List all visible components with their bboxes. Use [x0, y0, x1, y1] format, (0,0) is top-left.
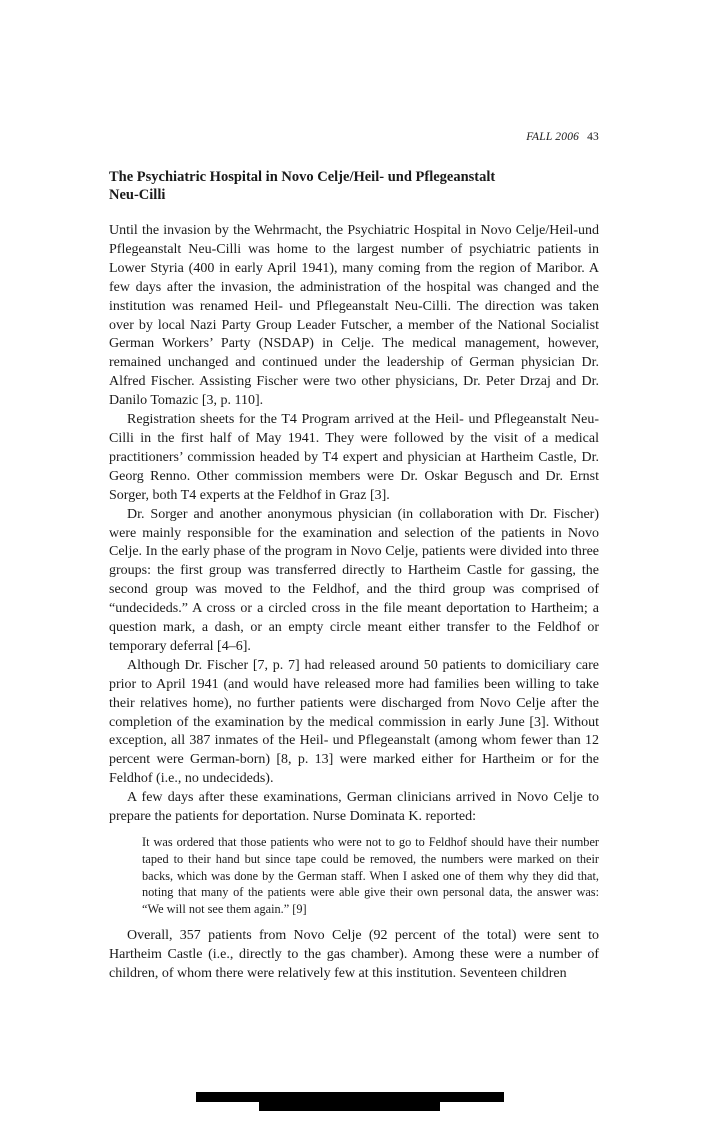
paragraph-2: Registration sheets for the T4 Program arrived at the Heil- und Pflegeanstalt Neu-Cilli in the first half of May 1941. They were followed by the visit of a medical practitioners’ commission headed by T4 expert and physician at Hartheim Castle, Dr. Georg Renno. Other commission members were Dr. Oskar Begusch and Dr. Ernst Sorger, both T4 experts at the Feldhof in Graz [3].	[109, 412, 599, 503]
article-body	[109, 168, 599, 984]
block-quote: It was ordered that those patients who were not to go to Feldhof should have their number taped to their hand but since tape could be removed, the numbers were marked on their backs, which was done by the German staff. When I asked one of them why they did that, noting that many of the patients were able give their own personal data, the answer was: “We will not see them again.” [9]	[142, 835, 599, 917]
page-number: 43	[587, 131, 599, 143]
section-title-line-2: Neu-Cilli	[109, 187, 166, 203]
running-head	[526, 131, 599, 143]
section-title-line-1: The Psychiatric Hospital in Novo Celje/Heil- und Pflegeanstalt	[109, 169, 496, 185]
journal-issue: FALL 2006	[526, 131, 580, 143]
paragraph-4: Although Dr. Fischer [7, p. 7] had released around 50 patients to domiciliary care prior to April 1941 (and would have released more had families been willing to take their relatives home), no further patients were discharged from Novo Celje after the completion of the examination by the medical commission in early June [3]. Without exception, all 387 inmates of the Heil- und Pflegeanstalt (among whom fewer than 12 percent were German-born) [8, p. 13] were marked either for Hartheim or for the Feldhof (i.e., no undecideds).	[109, 657, 599, 787]
section-title	[109, 168, 599, 204]
closing-paragraph: Overall, 357 patients from Novo Celje (92 percent of the total) were sent to Hartheim Castle (i.e., directly to the gas chamber). Among these were a number of children, of whom there were relatively few at this institution. Seventeen children	[109, 927, 599, 981]
paragraph-5: A few days after these examinations, German clinicians arrived in Novo Celje to prepare the patients for deportation. Nurse Dominata K. reported:	[109, 790, 599, 825]
paragraph-1: Until the invasion by the Wehrmacht, the Psychiatric Hospital in Novo Celje/Heil-und Pflegeanstalt Neu-Cilli was home to the largest number of psychiatric patients in Lower Styria (400 in early April 1941), many coming from the region of Maribor. A few days after the invasion, the administration of the hospital was changed and the institution was renamed Heil- und Pflegeanstalt Neu-Cilli. The direction was taken over by local Nazi Party Group Leader Futscher, a member of the National Socialist German Workers’ Party (NSDAP) in Celje. The medical management, however, remained unchanged and continued under the leadership of German physician Dr. Alfred Fischer. Assisting Fischer were two other physicians, Dr. Peter Drzaj and Dr. Danilo Tomazic [3, p. 110].	[109, 223, 599, 409]
paragraph-3: Dr. Sorger and another anonymous physician (in collaboration with Dr. Fischer) were mainly responsible for the examination and selection of the patients in Novo Celje. In the early phase of the program in Novo Celje, patients were divided into three groups: the first group was transferred directly to Hartheim Castle for gassing, the second group was moved to the Feldhof, and the third group was comprised of “undecideds.” A cross or a circled cross in the file meant deportation to Hartheim; a question mark, a dash, or an empty circle meant either transfer to the Feldhof or temporary deferral [4–6].	[109, 506, 599, 654]
footer-redaction-bar-bottom	[259, 1100, 440, 1111]
